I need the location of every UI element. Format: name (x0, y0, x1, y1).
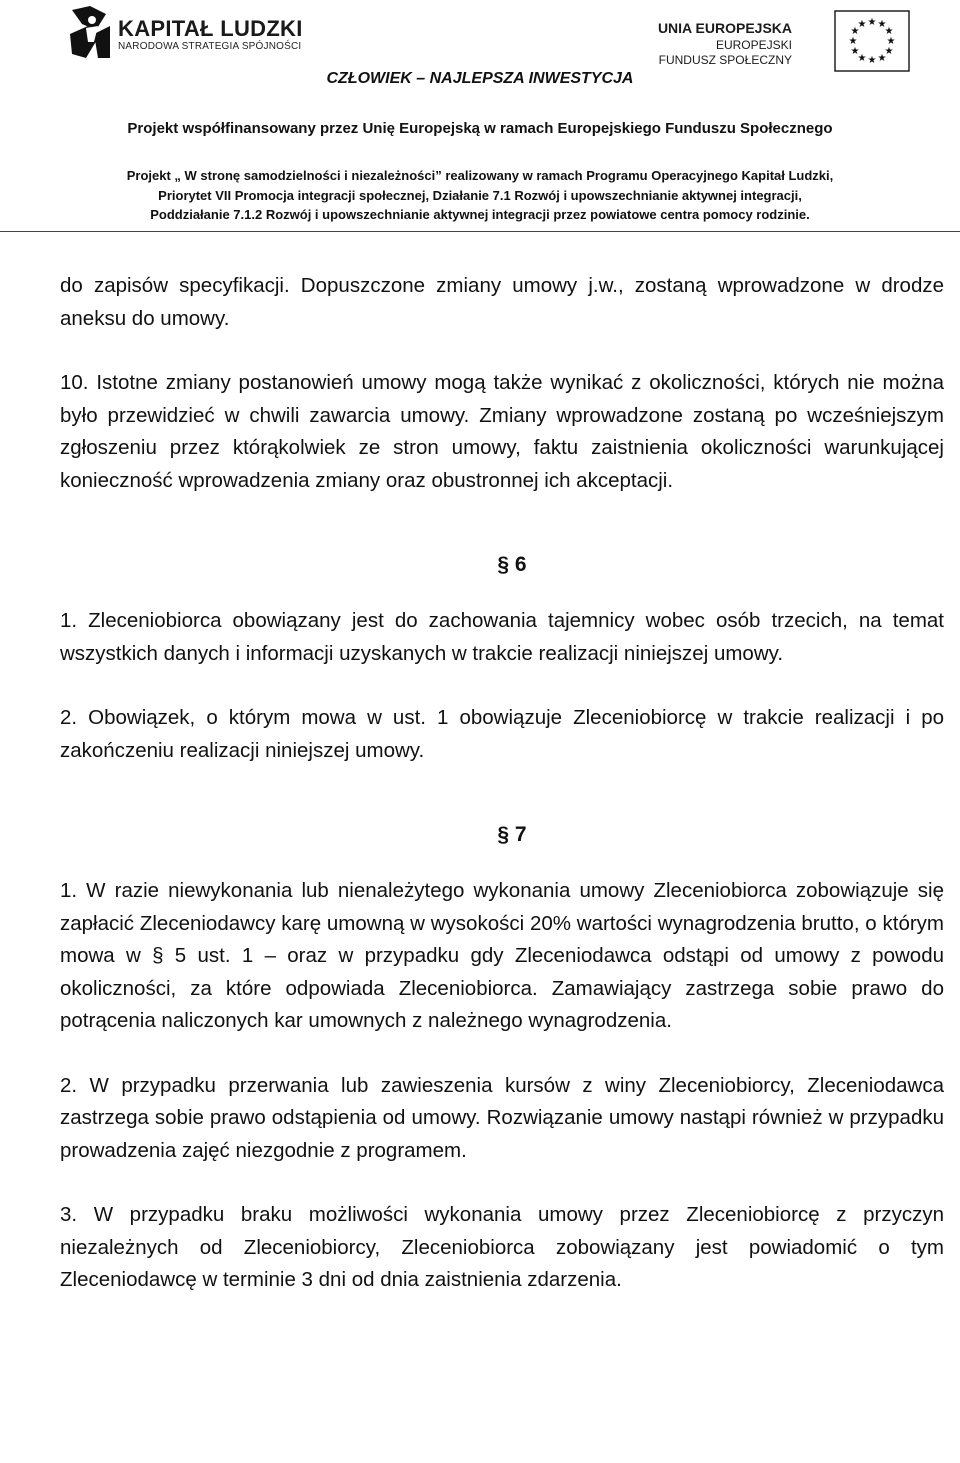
svg-text:★: ★ (867, 17, 877, 28)
logo-title: KAPITAŁ LUDZKI (118, 16, 303, 41)
section7-paragraph-3: 3. W przypadku braku możliwości wykonania umowy przez Zleceniobiorcę z przyczyn niezależnych od Zleceniobiorcy, Zleceniobiorca zobowiązany jest powiadomić o tym Zleceniodawcę w terminie 3 dni od dnia zaistnienia zdarzenia. (60, 1203, 944, 1291)
svg-text:★: ★ (877, 53, 887, 64)
svg-text:★: ★ (850, 46, 860, 57)
svg-text:★: ★ (884, 26, 894, 37)
paragraph-10: 10. Istotne zmiany postanowień umowy mogą także wynikać z okoliczności, których nie można było przewidzieć w chwili zawarcia umowy. Zmiany wprowadzone zostaną po wcześniejszym zgłoszeniu przez którąkolwiek ze stron umowy, faktu zaistnienia okoliczności warunkującej konieczność wprowadzenia zmiany oraz obustronnej ich akceptacji. (60, 371, 944, 492)
header-detail-line-1: Projekt „ W stronę samodzielności i niezależności” realizowany w ramach Programu Operacyjnego Kapitał Ludzki, (126, 168, 834, 183)
section-heading-7: § 7 (497, 823, 527, 846)
eu-logo-line1: UNIA EUROPEJSKA (657, 20, 792, 36)
svg-text:★: ★ (877, 19, 887, 30)
svg-text:★: ★ (886, 36, 896, 47)
document-body (60, 270, 944, 1297)
kapital-ludzki-logo (68, 4, 303, 64)
document-header (0, 0, 960, 234)
eu-logo (657, 8, 910, 78)
svg-text:★: ★ (850, 26, 860, 37)
header-divider (0, 231, 960, 232)
kapital-ludzki-mark-icon (68, 4, 112, 60)
svg-text:★: ★ (848, 36, 858, 47)
logo-subtitle: NARODOWA STRATEGIA SPÓJNOŚCI (118, 41, 302, 52)
header-detail-line-3: Poddziałanie 7.1.2 Rozwój i upowszechnianie aktywnej integracji przez powiatowe centra pomocy rodzinie. (150, 207, 810, 222)
header-project-line: Projekt współfinansowany przez Unię Europejską w ramach Europejskiego Funduszu Społecznego (127, 120, 833, 137)
paragraph-intro: do zapisów specyfikacji. Dopuszczone zmiany umowy j.w., zostaną wprowadzone w drodze aneksu do umowy. (60, 274, 944, 330)
eu-logo-line2: EUROPEJSKI (715, 38, 792, 52)
header-detail-line-2: Priorytet VII Promocja integracji społecznej, Działanie 7.1 Rozwój i upowszechnianie aktywnej integracji, (158, 188, 802, 203)
svg-text:★: ★ (857, 53, 867, 64)
section-heading-6: § 6 (497, 553, 527, 576)
section6-paragraph-1: 1. Zleceniobiorca obowiązany jest do zachowania tajemnicy wobec osób trzecich, na temat wszystkich danych i informacji uzyskanych w trakcie realizacji niniejszej umowy. (60, 609, 944, 665)
header-slogan: CZŁOWIEK – NAJLEPSZA INWESTYCJA (326, 70, 634, 87)
svg-text:★: ★ (867, 55, 877, 66)
svg-text:★: ★ (857, 19, 867, 30)
svg-text:★: ★ (884, 46, 894, 57)
eu-logo-line3: FUNDUSZ SPOŁECZNY (658, 53, 792, 67)
section7-paragraph-2: 2. W przypadku przerwania lub zawieszenia kursów z winy Zleceniobiorcy, Zleceniodawca zastrzega sobie prawo odstąpienia od umowy. Rozwiązanie umowy nastąpi również w przypadku prowadzenia zajęć niezgodnie z programem. (60, 1073, 944, 1162)
section6-paragraph-2: 2. Obowiązek, o którym mowa w ust. 1 obowiązuje Zleceniobiorcę w trakcie realizacji i po zakończeniu realizacji niniejszej umowy. (60, 706, 944, 762)
eu-flag-icon (834, 10, 910, 72)
section7-paragraph-1: 1. W razie niewykonania lub nienależytego wykonania umowy Zleceniobiorca zobowiązuje się zapłacić Zleceniodawcy karę umowną w wysokości 20% wartości wynagrodzenia brutto, o którym mowa w § 5 ust. 1 – oraz w przypadku gdy Zleceniodawca odstąpi od umowy z powodu okoliczności, za które odpowiada Zleceniobiorca. Zamawiający zastrzega sobie prawo do potrącenia naliczonych kar umownych z należnego wynagrodzenia. (60, 879, 944, 1032)
